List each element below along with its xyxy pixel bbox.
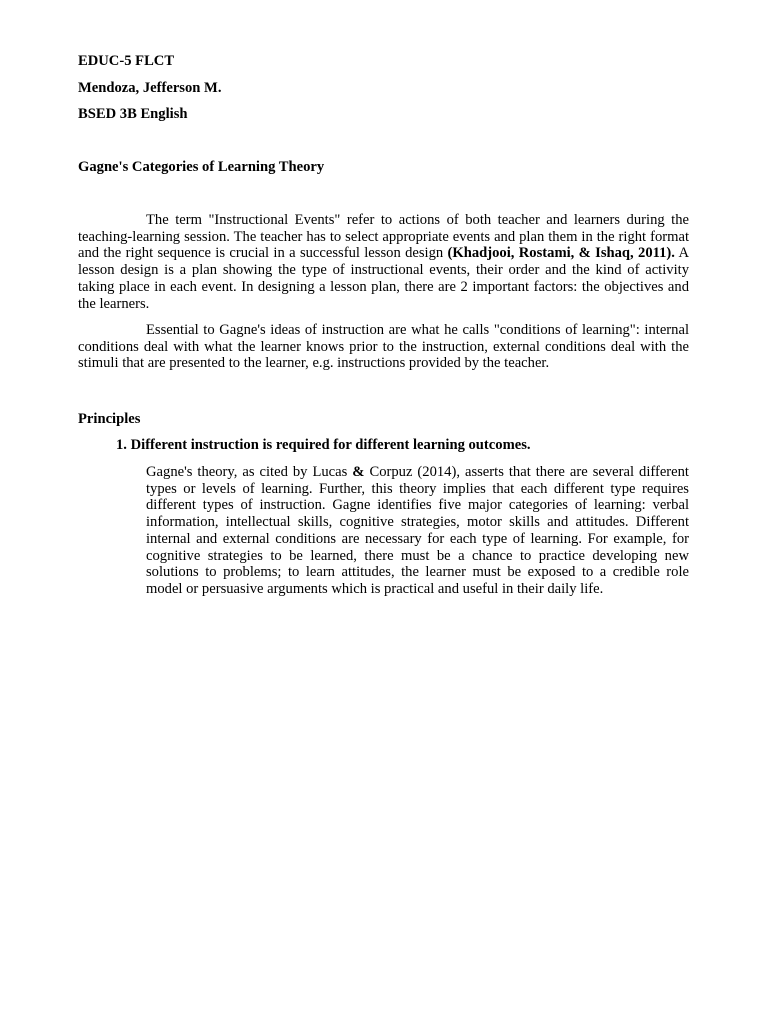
principle-item-label: 1. Different instruction is required for different learning outcomes. [116, 437, 531, 453]
body-text: Corpuz (2014), asserts that there are several different types or levels of learning. Further, this theory implies that each different type requires different types of instruction. Gagne identifies five major categories of learning: verbal information, intellectual skills, cognitive strategies, motor skills and attitudes. Different internal and external conditions are necessary for each type of learning. For example, for cognitive strategies to be learned, there must be a chance to practice developing new solutions to problems; to learn attitudes, the learner must be exposed to a credible role model or persuasive arguments which is practical and useful in their daily life. [146, 464, 689, 597]
principle-item-body [146, 464, 689, 598]
ampersand: & [352, 464, 365, 480]
paragraph-text: The term "Instructional Events" refer to actions of both teacher and learners during the teaching-learning session. The teacher has to select appropriate events and plan them in the right format and the right sequence is crucial in a successful lesson design [78, 212, 689, 262]
document-title: Gagne's Categories of Learning Theory [78, 159, 325, 175]
principles-heading: Principles [78, 411, 141, 427]
paragraph-conditions-of-learning: Essential to Gagne's ideas of instruction are what he calls "conditions of learning": internal conditions deal with what the learner knows prior to the instruction, external conditions deal with the stimuli that are presented to the learner, e.g. instructions provided by the teacher. [78, 322, 689, 372]
program-label: BSED 3B English [78, 106, 188, 122]
paragraph-text: A lesson design is a plan showing the type of instructional events, their order and the kind of activity taking place in each event. In designing a lesson plan, there are 2 important factors: the objectives and the learners. [78, 245, 689, 312]
paragraph-instructional-events [78, 212, 689, 312]
student-name: Mendoza, Jefferson M. [78, 80, 222, 96]
citation-text: (Khadjooi, Rostami, & Ishaq, 2011). [447, 245, 675, 262]
document-page [78, 0, 690, 1024]
body-text: Gagne's theory, as cited by Lucas [146, 464, 353, 480]
course-code: EDUC-5 FLCT [78, 53, 175, 69]
